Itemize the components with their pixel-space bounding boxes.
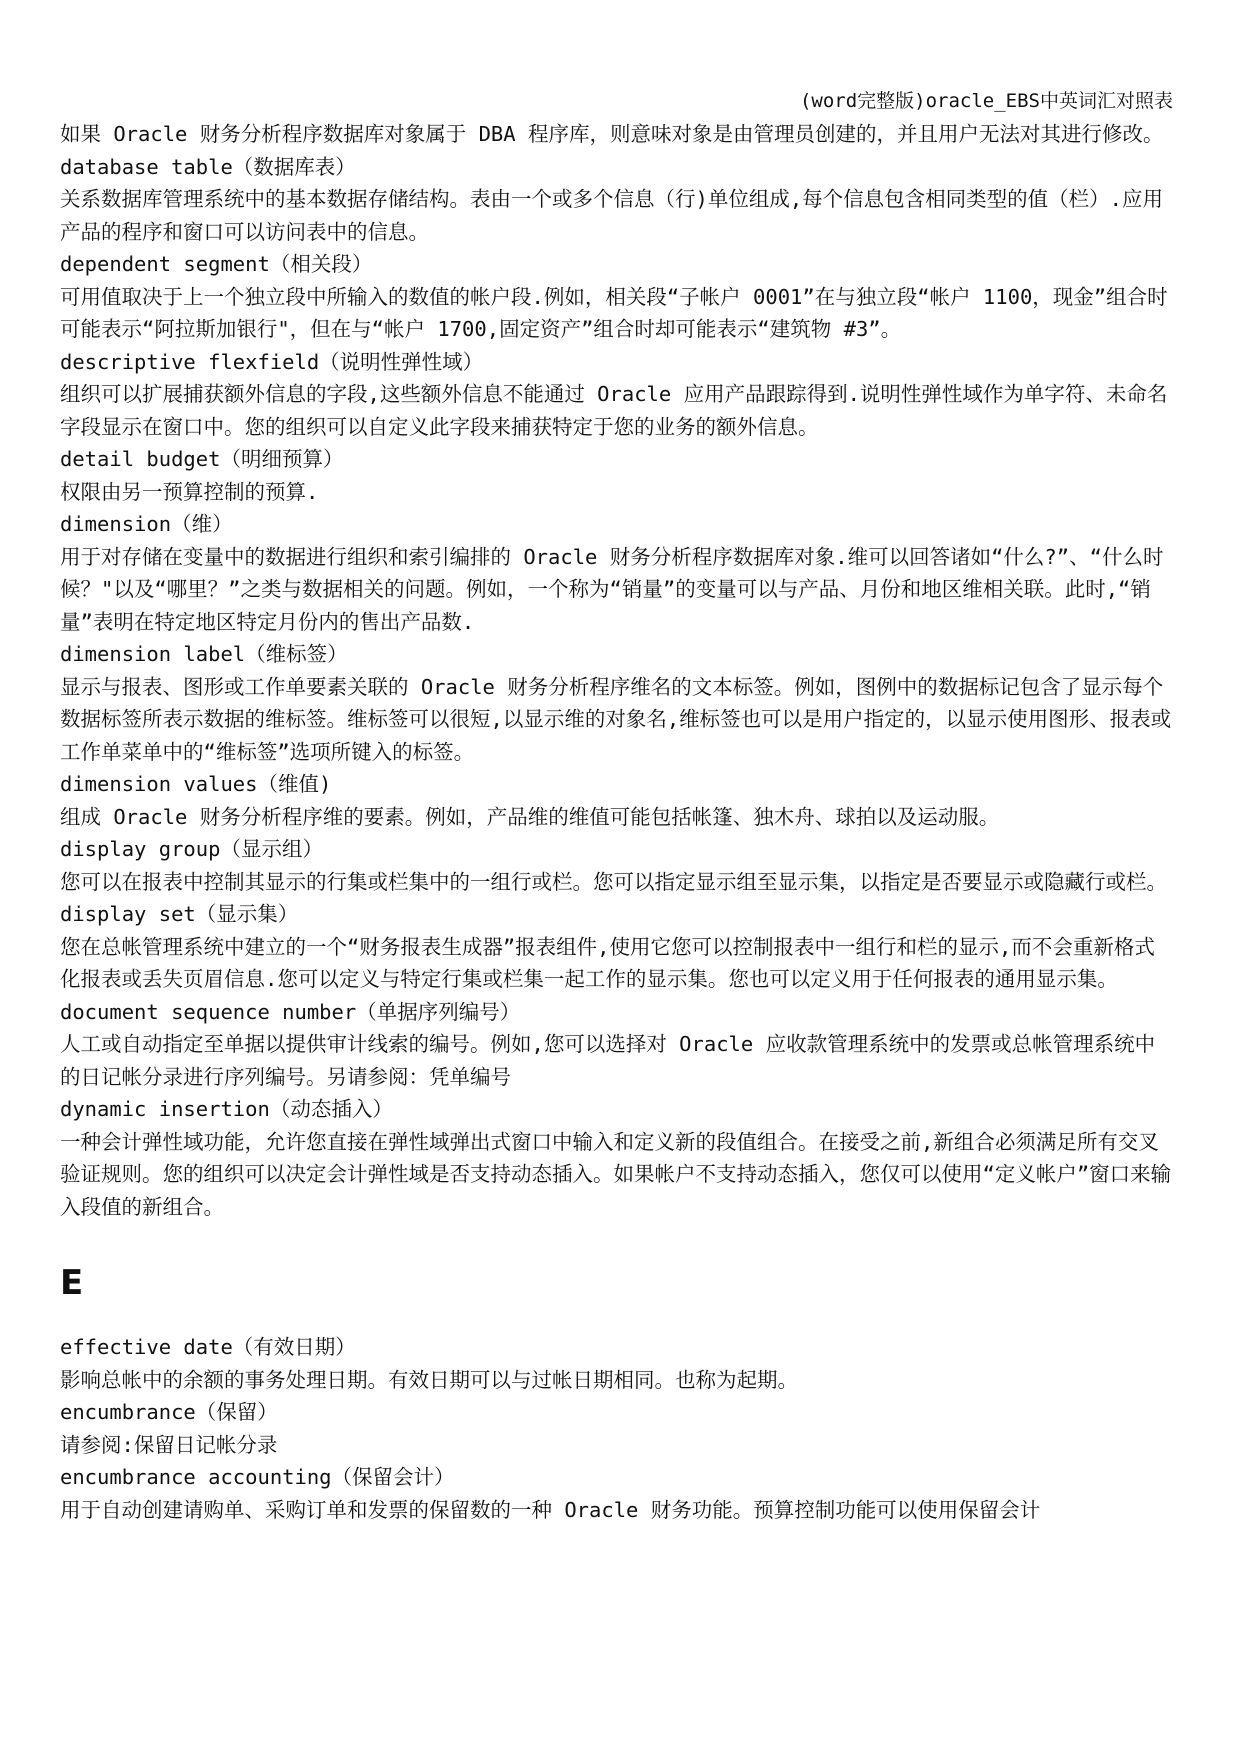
entry-definition: 一种会计弹性域功能，允许您直接在弹性域弹出式窗口中输入和定义新的段值组合。在接受之前,新组合必须满足所有交叉验证规则。您的组织可以决定会计弹性域是否支持动态插入。如果帐户不支持动态插入，您仅可以使用“定义帐户”窗口来输入段值的新组合。	[60, 1129, 1172, 1219]
glossary-entry	[60, 443, 1175, 508]
entry-definition: 组织可以扩展捕获额外信息的字段,这些额外信息不能通过 Oracle 应用产品跟踪得到.说明性弹性域作为单字符、未命名字段显示在窗口中。您的组织可以自定义此字段来捕获特定于您的业务的额外信息。	[60, 382, 1168, 439]
entry-definition: 用于自动创建请购单、采购订单和发票的保留数的一种 Oracle 财务功能。预算控制功能可以使用保留会计	[60, 1497, 1041, 1522]
entry-definition: 请参阅:保留日记帐分录	[60, 1432, 278, 1457]
entry-term: display set（显示集）	[60, 902, 299, 926]
section-heading-letter: E	[60, 1263, 84, 1303]
document-body	[60, 118, 1175, 1526]
entry-definition: 您在总帐管理系统中建立的一个“财务报表生成器”报表组件,使用它您可以控制报表中一组行和栏的显示,而不会重新格式化报表或丢失页眉信息.您可以定义与特定行集或栏集一起工作的显示集。您也可以定义用于任何报表的通用显示集。	[60, 934, 1155, 991]
glossary-entry	[60, 1331, 1175, 1396]
glossary-entry	[60, 638, 1175, 768]
entry-term: dynamic insertion（动态插入）	[60, 1097, 393, 1121]
glossary-entry	[60, 833, 1175, 898]
glossary-entry	[60, 1461, 1175, 1526]
entry-term: dimension（维）	[60, 512, 233, 536]
glossary-section-e	[60, 1331, 1175, 1526]
entry-term: detail budget（明细预算）	[60, 447, 344, 471]
glossary-entry	[60, 1093, 1175, 1223]
glossary-entry	[60, 151, 1175, 249]
entry-term: display group（显示组）	[60, 837, 323, 861]
glossary-entry	[60, 768, 1175, 833]
entry-definition: 显示与报表、图形或工作单要素关联的 Oracle 财务分析程序维名的文本标签。例如，图例中的数据标记包含了显示每个数据标签所表示数据的维标签。维标签可以很短,以显示维的对象名,维标签也可以是用户指定的，以显示使用图形、报表或工作单菜单中的“维标签”选项所键入的标签。	[60, 674, 1172, 764]
glossary-section-d	[60, 151, 1175, 1224]
entry-definition: 组成 Oracle 财务分析程序维的要素。例如，产品维的维值可能包括帐篷、独木舟、球拍以及运动服。	[60, 804, 1000, 829]
glossary-entry	[60, 346, 1175, 444]
page-header: (word完整版)oracle_EBS中英词汇对照表	[799, 90, 1173, 112]
entry-definition: 权限由另一预算控制的预算.	[60, 479, 319, 504]
entry-term: document sequence number（单据序列编号）	[60, 999, 521, 1024]
entry-term: encumbrance accounting（保留会计）	[60, 1465, 455, 1489]
glossary-entry	[60, 508, 1175, 638]
entry-definition: 影响总帐中的余额的事务处理日期。有效日期可以与过帐日期相同。也称为起期。	[60, 1367, 798, 1392]
entry-definition: 关系数据库管理系统中的基本数据存储结构。表由一个或多个信息（行)单位组成,每个信息包含相同类型的值（栏）.应用产品的程序和窗口可以访问表中的信息。	[60, 187, 1164, 244]
entry-term: effective date（有效日期）	[60, 1335, 356, 1359]
entry-term: database table（数据库表）	[60, 154, 356, 179]
entry-term: encumbrance（保留）	[60, 1400, 278, 1424]
entry-definition: 您可以在报表中控制其显示的行集或栏集中的一组行或栏。您可以指定显示组至显示集，以指定是否要显示或隐藏行或栏。	[60, 869, 1167, 894]
entry-definition: 人工或自动指定至单据以提供审计线索的编号。例如,您可以选择对 Oracle 应收款管理系统中的发票或总帐管理系统中的日记帐分录进行序列编号。另请参阅：凭单编号	[60, 1032, 1156, 1089]
glossary-entry	[60, 248, 1175, 346]
entry-definition: 用于对存储在变量中的数据进行组织和索引编排的 Oracle 财务分析程序数据库对象.维可以回答诸如“什么?”、“什么时候？"以及“哪里？”之类与数据相关的问题。例如，一个称为“销量”的变量可以与产品、月份和地区维相关联。此时,“销量”表明在特定地区特定月份内的售出产品数.	[60, 544, 1164, 634]
intro-paragraph: 如果 Oracle 财务分析程序数据库对象属于 DBA 程序库，则意味对象是由管理员创建的，并且用户无法对其进行修改。	[60, 122, 1164, 146]
entry-definition: 可用值取决于上一个独立段中所输入的数值的帐户段.例如，相关段“子帐户 0001”在与独立段“帐户 1100，现金”组合时可能表示“阿拉斯加银行"，但在与“帐户 1700,固定资产”组合时却可能表示“建筑物 #3”。	[60, 284, 1168, 341]
entry-term: dependent segment（相关段）	[60, 252, 373, 276]
entry-term: dimension values（维值)	[60, 772, 332, 796]
glossary-entry	[60, 898, 1175, 996]
glossary-entry	[60, 996, 1175, 1094]
entry-term: descriptive flexfield（说明性弹性域）	[60, 349, 484, 374]
glossary-entry	[60, 1396, 1175, 1461]
entry-term: dimension label（维标签）	[60, 642, 348, 666]
